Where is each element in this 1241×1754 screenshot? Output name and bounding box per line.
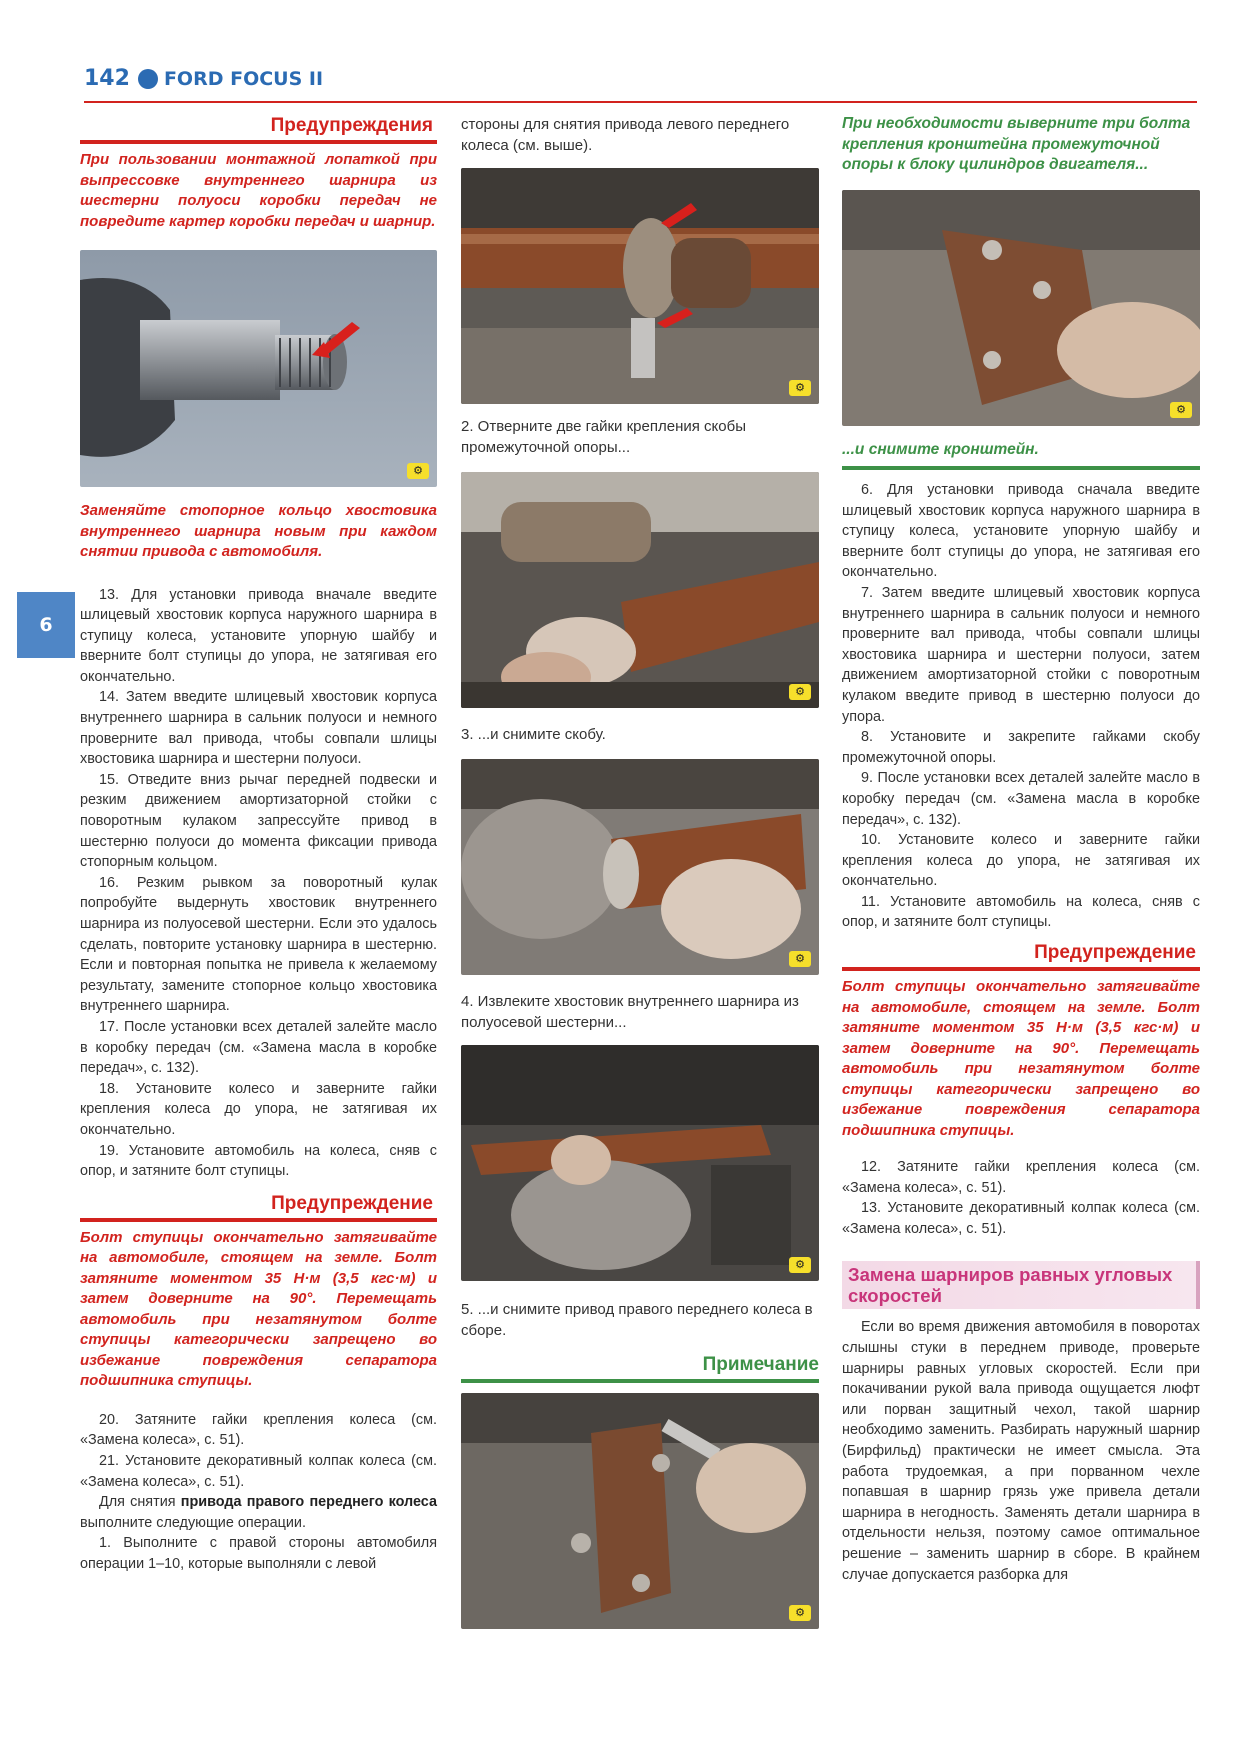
step-17: 17. После установки всех деталей залейте масло в коробку передач (см. «Замена масла в коробке передач», с. 132).	[80, 1018, 437, 1077]
warning-title: Предупреждения	[270, 115, 433, 136]
step-18: 18. Установите колесо и заверните гайки крепления колеса до упора, не затягивая их окончательно.	[80, 1080, 437, 1138]
warning2-rule	[80, 1218, 437, 1222]
note-end-rule	[842, 466, 1200, 470]
step-intro-right: Для снятия привода правого переднего колеса выполните следующие операции.	[80, 1494, 437, 1531]
photo-badge-icon: ⚙	[789, 1257, 811, 1273]
note-rule	[461, 1379, 819, 1383]
warning3-rule	[842, 967, 1200, 971]
col3-section-body	[842, 1317, 1200, 1585]
warning2-text: Болт ступицы окончательно затягивайте на автомобиле, стоящем на земле. Болт затяните моментом 35 Н·м (3,5 кгс·м) и затем доверните на 90°. Перемещать автомобиль при незатянутом болте ступицы категорически запрещено во избежание повреждения сепаратора подшипника ступицы.	[80, 1228, 437, 1390]
step-19: 19. Установите автомобиль на колеса, сняв с опор, и затяните болт ступицы.	[80, 1142, 437, 1180]
photo-badge-icon: ⚙	[789, 380, 811, 396]
step-6: 6. Для установки привода сначала введите шлицевый хвостовик корпуса наружного шарнира в ступицу колеса, установите упорную шайбу и вверните болт ступицы до упора, не затягивая его окончательно.	[842, 482, 1200, 581]
photo-remove-support	[842, 190, 1200, 426]
warning-text: При пользовании монтажной лопаткой при выпрессовке внутреннего шарнира из шестерни полуоси коробки передач не повредите картер коробки передач и шарнир.	[80, 151, 437, 230]
step-12: 12. Затяните гайки крепления колеса (см. «Замена колеса», с. 51).	[842, 1159, 1200, 1196]
photo-badge-icon: ⚙	[1170, 402, 1192, 418]
caption-2: 2. Отверните две гайки крепления скобы промежуточной опоры...	[461, 418, 746, 456]
step-20: 20. Затяните гайки крепления колеса (см. «Замена колеса», с. 51).	[80, 1411, 437, 1449]
warning2-title: Предупреждение	[271, 1192, 433, 1214]
photo-extract-shank	[461, 759, 819, 975]
warning-after-photo: Заменяйте стопорное кольцо хвостовика внутреннего шарнира новым при каждом снятии привода с автомобиля.	[80, 502, 437, 560]
photo-inner-joint-shank	[80, 250, 437, 487]
photo-remove-drive	[461, 1045, 819, 1281]
column-2	[461, 114, 819, 1629]
step-15: 15. Отведите вниз рычаг передней подвески и резким движением амортизаторной стойки с поворотным кулаком запрессуйте привод в шестерню полуоси до момента фиксации привода стопорным кольцом.	[80, 771, 437, 871]
note-text: При необходимости выверните три болта крепления кронштейна промежуточной опоры к блоку цилиндров двигателя...	[842, 115, 1191, 173]
col3-body	[842, 480, 1200, 933]
col3-body-2	[842, 1157, 1200, 1239]
step-9: 9. После установки всех деталей залейте масло в коробку передач (см. «Замена масла в коробке передач», с. 132).	[842, 770, 1200, 828]
caption-4: 4. Извлеките хвостовик внутреннего шарнира из полуосевой шестерни...	[461, 993, 799, 1031]
photo-bracket-nuts	[461, 168, 819, 404]
step-13b: 13. Установите декоративный колпак колеса (см. «Замена колеса», с. 51).	[842, 1200, 1200, 1237]
step-10: 10. Установите колесо и заверните гайки крепления колеса до упора, не затягивая их окончательно.	[842, 832, 1200, 890]
caption-5: 5. ...и снимите привод правого переднего колеса в сборе.	[461, 1301, 813, 1339]
photo-remove-bracket	[461, 472, 819, 708]
step-11: 11. Установите автомобиль на колеса, сняв с опор, и затяните болт ступицы.	[842, 893, 1200, 931]
note-title: Примечание	[702, 1354, 819, 1375]
chapter-tab: 6	[17, 592, 75, 658]
warning3-title: Предупреждение	[1034, 942, 1196, 964]
header-dot	[138, 69, 158, 89]
book-title: FORD FOCUS II	[163, 67, 324, 90]
header-rule	[84, 101, 1197, 103]
section-title: Замена шарниров равных угловых скоростей	[842, 1261, 1200, 1309]
photo-badge-icon: ⚙	[789, 1605, 811, 1621]
photo-badge-icon: ⚙	[789, 684, 811, 700]
caption-3: 3. ...и снимите скобу.	[461, 726, 606, 743]
col1-body	[80, 585, 437, 1182]
warning-rule	[80, 140, 437, 144]
column-1	[80, 114, 437, 1574]
photo-badge-icon: ⚙	[407, 463, 429, 479]
step-21: 21. Установите декоративный колпак колеса (см. «Замена колеса», с. 51).	[80, 1452, 437, 1490]
step-7: 7. Затем введите шлицевый хвостовик корпуса внутреннего шарнира в сальник полуоси и немного проверните вал привода, чтобы совпали шлицы хвостовика шарнира и шестерни полуоси, затем движением амортизаторной стойки с поворотным кулаком введите привод в шестерню полуоси до упора.	[842, 584, 1200, 725]
running-header	[84, 66, 323, 91]
warning3-text: Болт ступицы окончательно затягивайте на автомобиле, стоящем на земле. Болт затяните моментом 35 Н·м (3,5 кгс·м) и затем доверните на 90°. Перемещать автомобиль при незатянутом болте ступицы категорически запрещено во избежание повреждения сепаратора подшипника ступицы.	[842, 978, 1200, 1139]
step-13: 13. Для установки привода вначале введите шлицевый хвостовик корпуса наружного шарнира в ступицу колеса, установите упорную шайбу и вверните болт ступицы до упора, не затягивая его окончательно.	[80, 586, 437, 685]
step-16: 16. Резким рывком за поворотный кулак попробуйте выдернуть хвостовик внутреннего шарнира из полуосевой шестерни. Если это удалось сделать, повторите установку шарнира в шестерню. Если и повторная попытка не привела к желаемому результату, замените стопорное кольцо хвостовика внутреннего шарнира.	[80, 874, 437, 1015]
photo-badge-icon: ⚙	[789, 951, 811, 967]
column-3	[842, 114, 1200, 1585]
step-8: 8. Установите и закрепите гайками скобу промежуточной опоры.	[842, 729, 1200, 766]
photo-bracket-bolts	[461, 1393, 819, 1629]
section-text: Если во время движения автомобиля в поворотах слышны стуки в переднем приводе, проверьте шарниры равных угловых скоростей. Если при покачивании рукой вала привода ощущается люфт или порван защитный чехол, такой шарнир необходимо заменить. Разбирать наружный шарнир (Бирфильд) практически не имеет смысла. Эта работа трудоемкая, а при порванном чехле попавшая в шарнир грязь уже привела детали шарнира в негодность. Заменять детали шарнира в отдельности нельзя, поэтому самое оптимальное решение – заменить шарнир в сборе. В крайнем случае допускается разборка для	[842, 1319, 1200, 1583]
col2-top-text: стороны для снятия привода левого переднего колеса (см. выше).	[461, 116, 790, 154]
col1-body-2	[80, 1410, 437, 1575]
step-14: 14. Затем введите шлицевый хвостовик корпуса внутреннего шарнира в сальник полуоси и немного проверните вал привода, чтобы совпали шлицы хвостовика шарнира и шестерни полуоси.	[80, 689, 437, 768]
step-1: 1. Выполните с правой стороны автомобиля операции 1–10, которые выполняли с левой	[80, 1535, 437, 1572]
page-number: 142	[84, 66, 130, 91]
note-caption: ...и снимите кронштейн.	[842, 440, 1039, 458]
